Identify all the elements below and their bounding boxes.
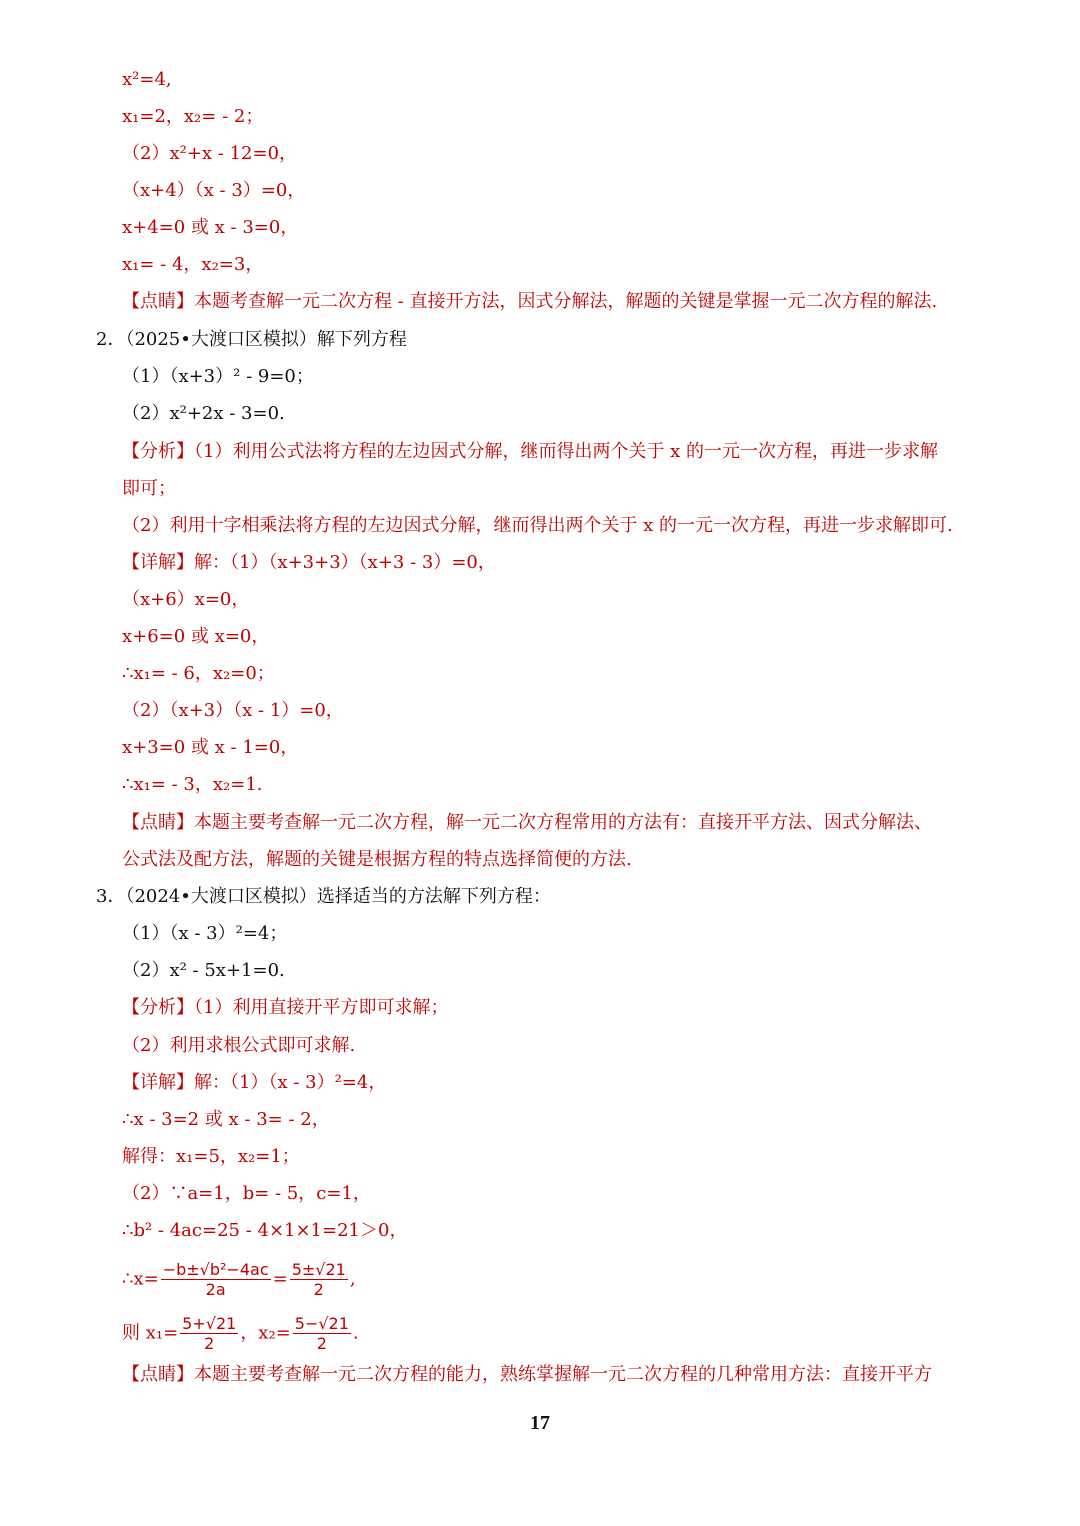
formula-prefix: ∴x= <box>122 1268 159 1290</box>
question-3-title: 3．（2024•大渡口区模拟）选择适当的方法解下列方程： <box>96 886 551 907</box>
q2-solution-4: ∴x₁= - 6，x₂=0； <box>122 663 275 684</box>
fraction-denominator: 2 <box>313 1280 324 1299</box>
line-5: x+4=0 或 x - 3=0， <box>122 217 299 238</box>
q3-solution-3: 解得：x₁=5，x₂=1； <box>122 1146 300 1167</box>
line-3: （2）x²+x - 12=0， <box>122 143 298 164</box>
fraction-root-2 <box>293 1314 351 1353</box>
comment-line: 【点睛】本题考查解一元二次方程 - 直接开方法，因式分解法，解题的关键是掌握一元二次方程的解法. <box>122 291 938 312</box>
q2-equation-2: （2）x²+2x - 3=0. <box>122 403 285 424</box>
roots-line <box>122 1314 359 1353</box>
fraction-root-1 <box>180 1314 238 1353</box>
q3-solution-5: ∴b² - 4ac=25 - 4×1×1=21＞0， <box>122 1220 408 1241</box>
fraction-denominator: 2a <box>205 1280 226 1299</box>
q2-analysis-1b: 即可； <box>122 478 176 499</box>
q2-solution-1: 【详解】解：（1）（x+3+3）（x+3 - 3）=0， <box>122 552 496 573</box>
page-number: 17 <box>530 1412 550 1434</box>
formula-suffix: , <box>349 1268 356 1290</box>
q2-comment-2: 公式法及配方法，解题的关键是根据方程的特点选择简便的方法. <box>122 849 632 870</box>
q2-solution-6: x+3=0 或 x - 1=0， <box>122 737 299 758</box>
fraction-specific <box>290 1260 348 1299</box>
roots-suffix: . <box>352 1322 359 1344</box>
fraction-numerator: 5−√21 <box>294 1314 349 1333</box>
q3-comment-1: 【点睛】本题主要考查解一元二次方程的能力，熟练掌握解一元二次方程的几种常用方法：直接开平方 <box>122 1364 932 1385</box>
question-2-title: 2．（2025•大渡口区模拟）解下列方程 <box>96 329 407 350</box>
q2-solution-3: x+6=0 或 x=0， <box>122 626 270 647</box>
fraction-numerator: 5±√21 <box>291 1260 346 1279</box>
fraction-numerator: −b±√b²−4ac <box>162 1260 269 1279</box>
line-4: （x+4）（x - 3）=0， <box>122 180 306 201</box>
q3-solution-2: ∴x - 3=2 或 x - 3= - 2， <box>122 1109 330 1130</box>
q2-solution-5: （2）（x+3）（x - 1）=0， <box>122 700 344 721</box>
q2-equation-1: （1）（x+3）² - 9=0； <box>122 366 314 387</box>
q2-comment-1: 【点睛】本题主要考查解一元二次方程，解一元二次方程常用的方法有：直接开平方法、因式分解法、 <box>122 812 932 833</box>
q3-solution-4: （2）∵a=1，b= - 5，c=1， <box>122 1183 371 1204</box>
equals-sign: = <box>272 1268 288 1290</box>
q3-equation-1: （1）（x - 3）²=4； <box>122 923 288 944</box>
q2-analysis-2: （2）利用十字相乘法将方程的左边因式分解，继而得出两个关于 x 的一元一次方程，再进一步求解即可. <box>122 515 953 536</box>
quadratic-formula-line <box>122 1260 356 1299</box>
line-2: x₁=2，x₂= - 2； <box>122 106 264 127</box>
fraction-numerator: 5+√21 <box>182 1314 237 1333</box>
q2-solution-7: ∴x₁= - 3，x₂=1. <box>122 774 263 795</box>
fraction-denominator: 2 <box>316 1334 327 1353</box>
q3-analysis-1: 【分析】（1）利用直接开平方即可求解； <box>122 997 449 1018</box>
line-1: x²=4, <box>122 69 172 90</box>
line-6: x₁= - 4，x₂=3， <box>122 254 264 275</box>
q3-equation-2: （2）x² - 5x+1=0. <box>122 960 285 981</box>
q3-analysis-2: （2）利用求根公式即可求解. <box>122 1035 356 1056</box>
fraction-general <box>161 1260 271 1299</box>
fraction-denominator: 2 <box>204 1334 215 1353</box>
q3-solution-1: 【详解】解：（1）（x - 3）²=4， <box>122 1072 387 1093</box>
roots-prefix: 则 x₁= <box>122 1322 179 1344</box>
q2-solution-2: （x+6）x=0， <box>122 589 250 610</box>
roots-separator: ，x₂= <box>240 1322 291 1344</box>
q2-analysis-1: 【分析】（1）利用公式法将方程的左边因式分解，继而得出两个关于 x 的一元一次方程，再进一步求解 <box>122 441 939 462</box>
